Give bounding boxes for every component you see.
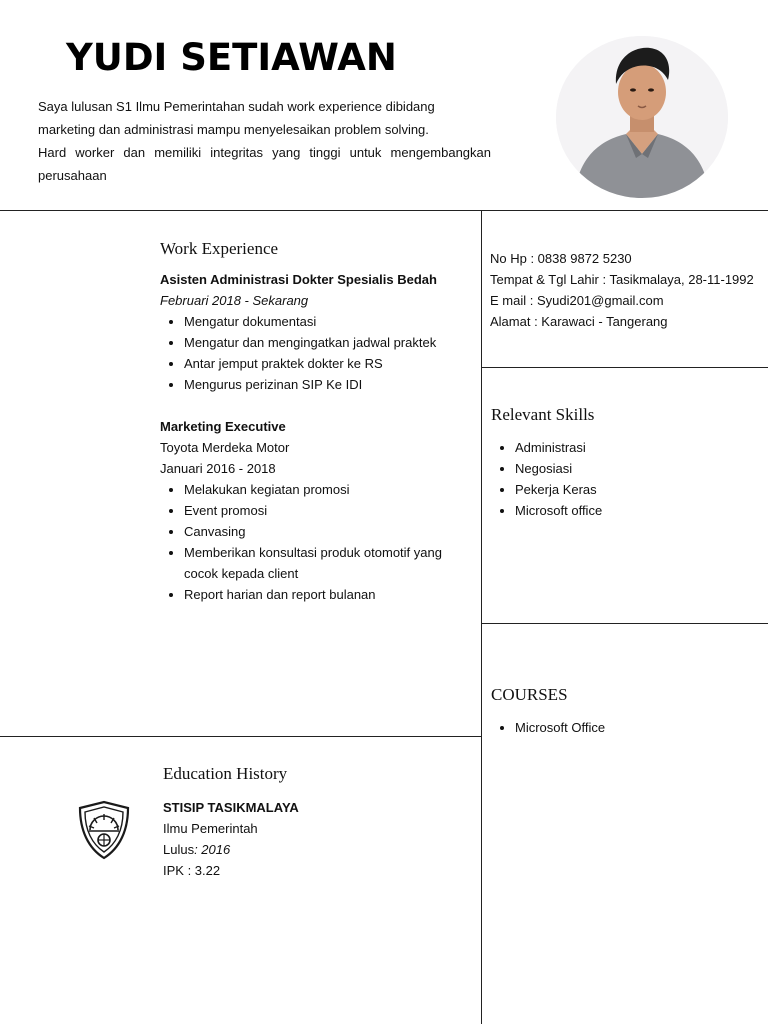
person-photo-icon: [556, 36, 728, 198]
job-task: Antar jemput praktek dokter ke RS: [160, 353, 478, 374]
work-experience-title: Work Experience: [160, 239, 279, 258]
job-task: Melakukan kegiatan promosi: [160, 479, 478, 500]
education-divider: [0, 736, 481, 737]
graduation: [163, 839, 463, 860]
contact-birth: Tempat & Tgl Lahir : Tasikmalaya, 28-11-1992: [490, 272, 754, 287]
job-period: Januari 2016 - 2018: [160, 461, 276, 476]
skills-title: Relevant Skills: [491, 405, 595, 424]
job-task: Mengatur dan mengingatkan jadwal praktek: [160, 332, 478, 353]
summary-line: Hard worker dan memiliki integritas yang tinggi untuk mengembangkan: [38, 145, 491, 160]
gpa: IPK : 3.22: [163, 863, 221, 878]
courses-list: [491, 717, 761, 738]
education-section: [163, 797, 463, 881]
job-task-continuation: cocok kepada client: [184, 566, 299, 581]
skills-list: [491, 437, 761, 521]
education-title: Education History: [163, 764, 288, 783]
school-name: STISIP TASIKMALAYA: [163, 800, 299, 815]
course-item: Microsoft Office: [491, 717, 761, 738]
profile-photo: [556, 36, 728, 198]
job-period: Februari 2018 - Sekarang: [160, 293, 309, 308]
school-major: Ilmu Pemerintah: [163, 821, 258, 836]
summary-line: Saya lulusan S1 Ilmu Pemerintahan sudah work experience dibidang: [38, 99, 435, 114]
work-experience-section: [160, 269, 478, 605]
contact-info: [490, 248, 754, 332]
job-task: Canvasing: [160, 521, 478, 542]
contact-phone: No Hp : 0838 9872 5230: [490, 251, 632, 266]
job-company: Toyota Merdeka Motor: [160, 440, 290, 455]
job-task: Report harian dan report bulanan: [160, 584, 478, 605]
header-divider: [0, 210, 768, 211]
skill-item: Pekerja Keras: [491, 479, 761, 500]
candidate-name: YUDI SETIAWAN: [66, 36, 397, 79]
contact-divider: [481, 367, 768, 368]
courses-title: COURSES: [491, 685, 568, 704]
summary-line: perusahaan: [38, 168, 107, 183]
job-task: Event promosi: [160, 500, 478, 521]
profile-summary: [38, 95, 491, 187]
job-position: Asisten Administrasi Dokter Spesialis Bedah: [160, 272, 437, 287]
skill-item: Microsoft office: [491, 500, 761, 521]
skill-item: Administrasi: [491, 437, 761, 458]
shield-icon: [76, 800, 132, 862]
contact-email: E mail : Syudi201@gmail.com: [490, 293, 664, 308]
job-position: Marketing Executive: [160, 419, 286, 434]
graduation-year: : 2016: [194, 842, 231, 857]
skill-item: Negosiasi: [491, 458, 761, 479]
courses-section: [491, 717, 761, 738]
job-task: Mengatur dokumentasi: [160, 311, 478, 332]
skills-divider: [481, 623, 768, 624]
job-task: Memberikan konsultasi produk otomotif yang: [160, 542, 478, 563]
graduation-label: Lulus: [163, 842, 195, 857]
summary-line: marketing dan administrasi mampu menyelesaikan problem solving.: [38, 122, 429, 137]
university-shield-logo: [76, 800, 132, 862]
skills-section: [491, 437, 761, 521]
job-task: Mengurus perizinan SIP Ke IDI: [160, 374, 478, 395]
job-task-list: [160, 311, 478, 395]
contact-address: Alamat : Karawaci - Tangerang: [490, 314, 668, 329]
column-divider: [481, 210, 482, 1024]
job-task-list: [160, 479, 478, 605]
